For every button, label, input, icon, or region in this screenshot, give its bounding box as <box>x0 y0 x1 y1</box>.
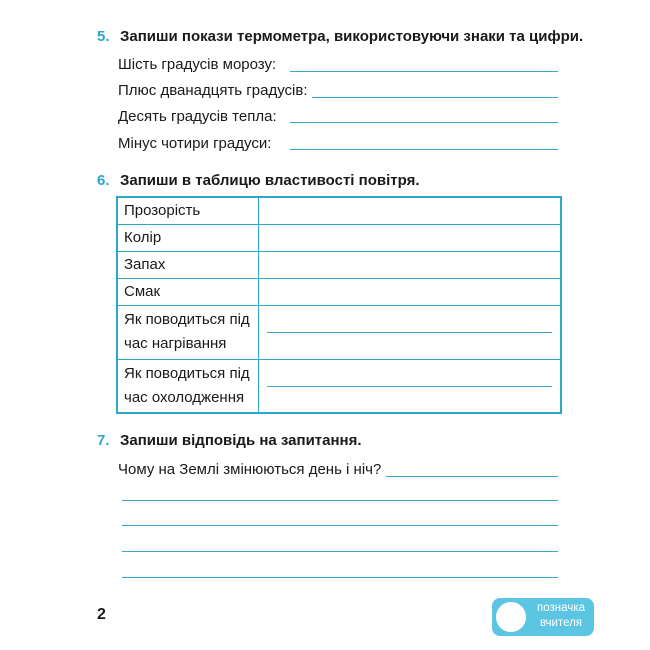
property-answer-cell[interactable] <box>259 359 562 413</box>
answer-line[interactable] <box>122 577 558 578</box>
task7-title: Запиши відповідь на запитання. <box>120 432 362 449</box>
task5-item-label: Десять градусів тепла: <box>118 108 277 125</box>
property-name: Колір <box>117 224 259 251</box>
property-name: Смак <box>117 278 259 305</box>
property-answer-cell[interactable] <box>259 251 562 278</box>
property-name: Запах <box>117 251 259 278</box>
property-name: Як поводиться під час нагрівання <box>117 305 259 359</box>
task6-number: 6. <box>97 172 110 189</box>
property-answer-cell[interactable] <box>259 224 562 251</box>
teacher-mark-badge <box>492 598 594 636</box>
task5-item-label: Мінус чотири градуси: <box>118 135 272 152</box>
answer-line[interactable] <box>290 149 558 150</box>
answer-line[interactable] <box>386 476 558 477</box>
property-name: Прозорість <box>117 197 259 224</box>
property-name: Як поводиться під час охолодження <box>117 359 259 413</box>
property-answer-cell[interactable] <box>259 305 562 359</box>
table-row <box>117 359 561 413</box>
task5-number: 5. <box>97 28 110 45</box>
page-number: 2 <box>97 606 106 623</box>
property-answer-cell[interactable] <box>259 278 562 305</box>
cell-answer-line <box>267 386 552 387</box>
task5-item-label: Плюс дванадцять градусів: <box>118 82 308 99</box>
teacher-mark-label: позначка вчителя <box>537 602 585 629</box>
task5-item-label: Шість градусів морозу: <box>118 56 277 73</box>
answer-line[interactable] <box>122 551 558 552</box>
task6-title: Запиши в таблицю властивості повітря. <box>120 172 420 189</box>
task7-number: 7. <box>97 432 110 449</box>
property-answer-cell[interactable] <box>259 197 562 224</box>
table-row <box>117 197 561 224</box>
answer-line[interactable] <box>290 122 558 123</box>
air-properties-table <box>116 196 562 414</box>
table-row <box>117 224 561 251</box>
table-row <box>117 251 561 278</box>
table-row <box>117 305 561 359</box>
answer-line[interactable] <box>312 97 558 98</box>
task7-question: Чому на Землі змінюються день і ніч? <box>118 461 382 478</box>
task5-title: Запиши покази термометра, використовуючи знаки та цифри. <box>120 28 584 45</box>
cell-answer-line <box>267 332 552 333</box>
table-row <box>117 278 561 305</box>
answer-line[interactable] <box>122 500 558 501</box>
teacher-mark-circle[interactable] <box>496 602 526 632</box>
answer-line[interactable] <box>122 525 558 526</box>
answer-line[interactable] <box>290 71 558 72</box>
